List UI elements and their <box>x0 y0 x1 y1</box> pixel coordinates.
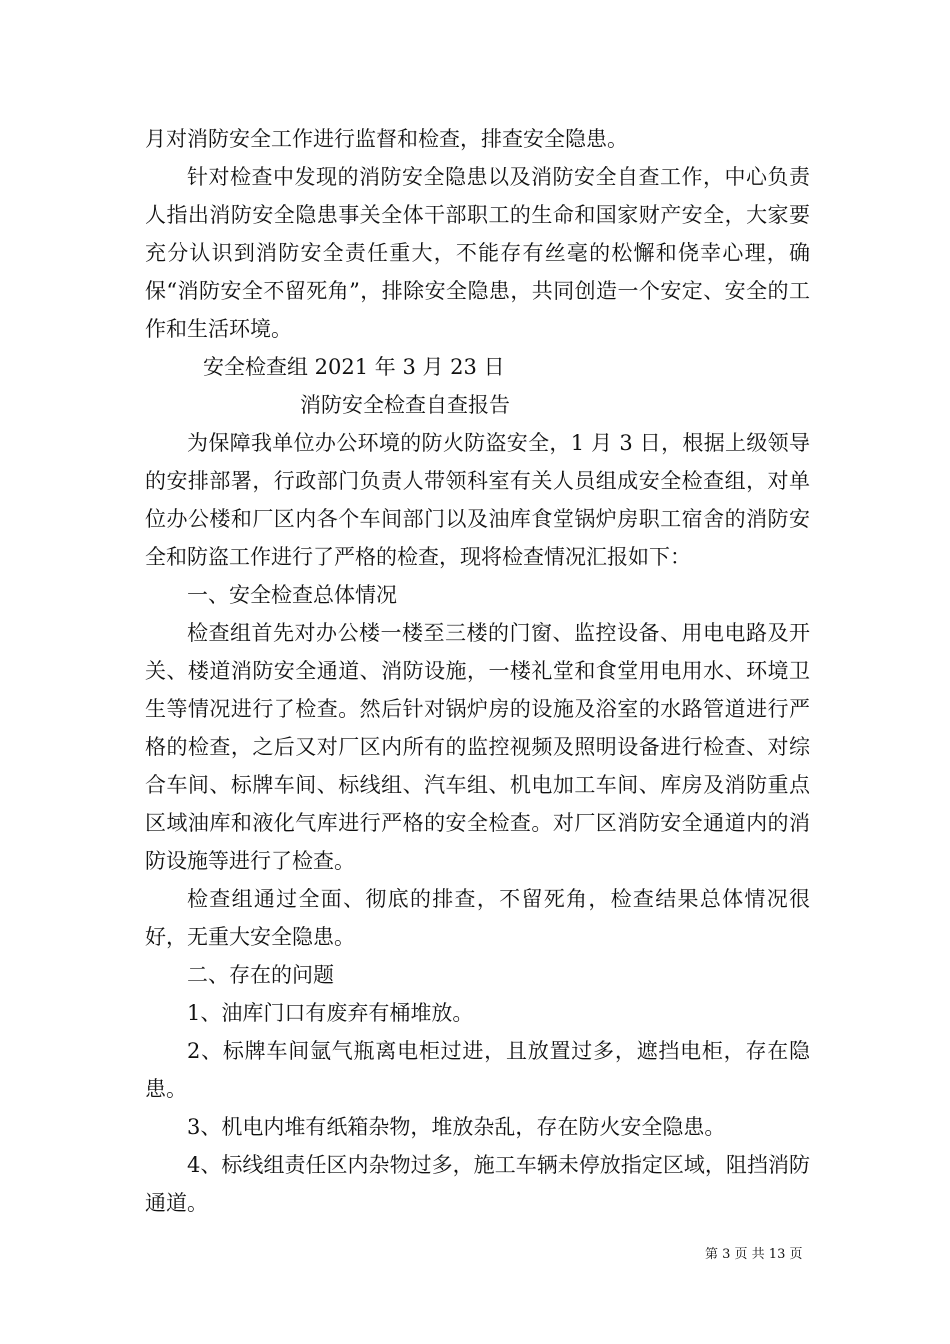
page-number-footer: 第 3 页 共 13 页 <box>705 1247 803 1262</box>
paragraph-center-leader-remarks: 针对检查中发现的消防安全隐患以及消防安全自查工作，中心负责人指出消防安全隐患事关全体干部职工的生命和国家财产安全，大家要充分认识到消防安全责任重大，不能存有丝毫的松懈和侥幸心理，确保“消防安全不留死角”，排除安全隐患，共同创造一个安定、安全的工作和生活环境。 <box>145 165 810 341</box>
problem-item-1: 1、油库门口有废弃有桶堆放。 <box>187 1001 474 1025</box>
report-title: 消防安全检查自查报告 <box>300 393 510 417</box>
problem-item-4: 4、标线组责任区内杂物过多，施工车辆未停放指定区域，阻挡消防通道。 <box>145 1153 810 1215</box>
paragraph-inspection-scope: 检查组首先对办公楼一楼至三楼的门窗、监控设备、用电电路及开关、楼道消防安全通道、消防设施，一楼礼堂和食堂用电用水、环境卫生等情况进行了检查。然后针对锅炉房的设施及浴室的水路管道进行严格的检查，之后又对厂区内所有的监控视频及照明设备进行检查、对综合车间、标牌车间、标线组、汽车组、机电加工车间、库房及消防重点区域油库和液化气库进行严格的安全检查。对厂区消防安全通道内的消防设施等进行了检查。 <box>145 621 810 873</box>
problem-item-2: 2、标牌车间氩气瓶离电柜过进，且放置过多，遮挡电柜，存在隐患。 <box>145 1039 810 1101</box>
paragraph-report-intro: 为保障我单位办公环境的防火防盗安全，1 月 3 日，根据上级领导的安排部署，行政部门负责人带领科室有关人员组成安全检查组，对单位办公楼和厂区内各个车间部门以及油库食堂锅炉房职工宿舍的消防安全和防盗工作进行了严格的检查，现将检查情况汇报如下： <box>145 431 810 569</box>
signature-date-line: 安全检查组 2021 年 3 月 23 日 <box>203 355 505 379</box>
section-heading-problems: 二、存在的问题 <box>187 963 334 987</box>
problem-item-3: 3、机电内堆有纸箱杂物，堆放杂乱，存在防火安全隐患。 <box>187 1115 726 1139</box>
document-body <box>145 120 810 1222</box>
paragraph-continuation: 月对消防安全工作进行监督和检查，排查安全隐患。 <box>145 127 628 151</box>
section-heading-overall: 一、安全检查总体情况 <box>187 583 397 607</box>
paragraph-inspection-result: 检查组通过全面、彻底的排查，不留死角，检查结果总体情况很好，无重大安全隐患。 <box>145 887 810 949</box>
